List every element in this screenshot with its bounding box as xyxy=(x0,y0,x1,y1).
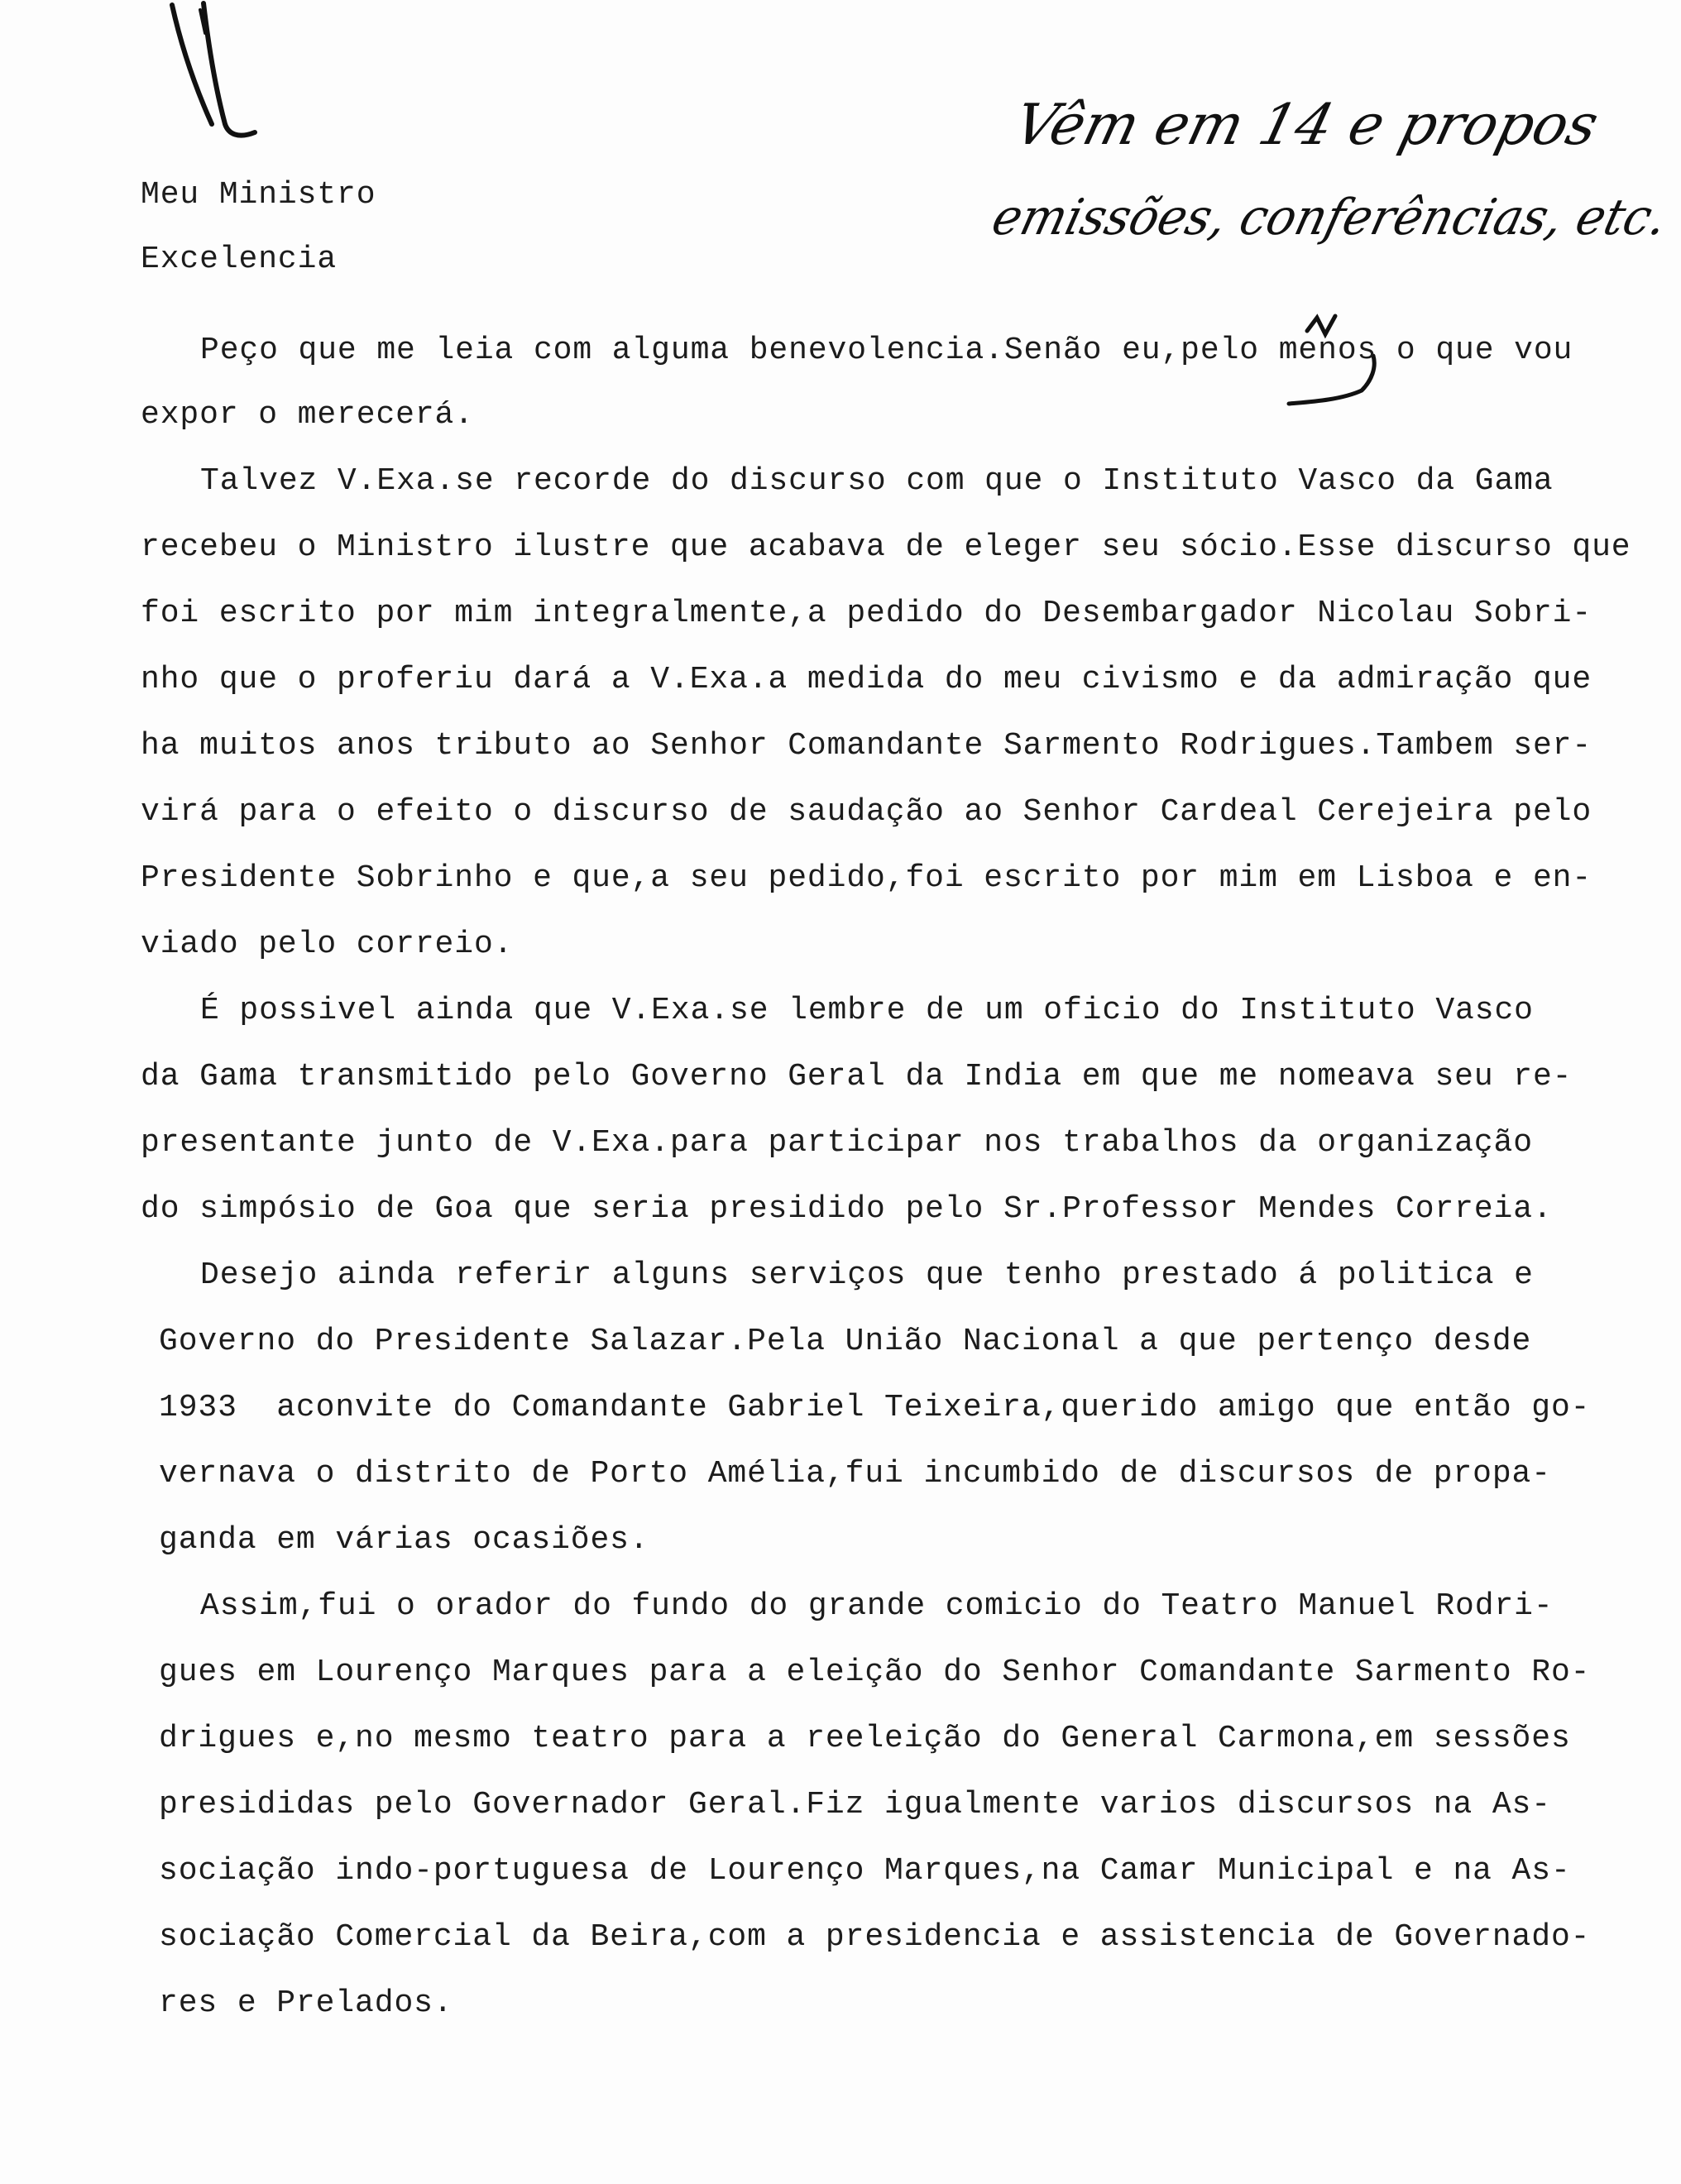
body-line: vernava o distrito de Porto Amélia,fui incumbido de discursos de propa- xyxy=(159,1456,1551,1492)
body-line: foi escrito por mim integralmente,a pedido do Desembargador Nicolau Sobri- xyxy=(141,596,1592,631)
greeting-line-2: Excelencia xyxy=(141,242,338,277)
body-line: Assim,fui o orador do fundo do grande comicio do Teatro Manuel Rodri- xyxy=(200,1588,1554,1624)
body-line: da Gama transmitido pelo Governo Geral da India em que me nomeava seu re- xyxy=(141,1059,1573,1094)
body-line: 1933 aconvite do Comandante Gabriel Teixeira,querido amigo que então go- xyxy=(159,1390,1591,1425)
body-line: res e Prelados. xyxy=(159,1985,453,2021)
body-line: sociação indo-portuguesa de Lourenço Marques,na Camar Municipal e na As- xyxy=(159,1853,1571,1889)
body-line: ha muitos anos tributo ao Senhor Comandante Sarmento Rodrigues.Tambem ser- xyxy=(141,728,1592,764)
body-line: do simpósio de Goa que seria presidido pelo Sr.Professor Mendes Correia. xyxy=(141,1191,1553,1227)
body-line: recebeu o Ministro ilustre que acabava de eleger seu sócio.Esse discurso que xyxy=(141,529,1631,565)
body-line: É possivel ainda que V.Exa.se lembre de um oficio do Instituto Vasco xyxy=(200,993,1534,1028)
body-line: presididas pelo Governador Geral.Fiz igualmente varios discursos na As- xyxy=(159,1787,1551,1822)
handwritten-note-line-2: emissões, conferências, etc. xyxy=(986,189,1674,247)
body-line: viado pelo correio. xyxy=(141,927,514,962)
handwritten-margin-mark xyxy=(157,0,290,157)
body-line: presentante junto de V.Exa.para participar nos trabalhos da organização xyxy=(141,1125,1533,1161)
body-line: gues em Lourenço Marques para a eleição do Senhor Comandante Sarmento Ro- xyxy=(159,1655,1591,1690)
body-line: Governo do Presidente Salazar.Pela União Nacional a que pertenço desde xyxy=(159,1324,1532,1359)
body-line: Peço que me leia com alguma benevolencia.Senão eu,pelo menos o que vou xyxy=(200,333,1573,368)
body-line: expor o merecerá. xyxy=(141,397,474,433)
handwritten-note-line-1: Vêm em 14 e propos xyxy=(1008,93,1605,158)
body-line: Desejo ainda referir alguns serviços que tenho prestado á politica e xyxy=(200,1257,1534,1293)
body-line: sociação Comercial da Beira,com a presidencia e assistencia de Governado- xyxy=(159,1919,1591,1955)
body-line: ganda em várias ocasiões. xyxy=(159,1522,649,1558)
greeting-line-1: Meu Ministro xyxy=(141,177,376,213)
body-line: virá para o efeito o discurso de saudação ao Senhor Cardeal Cerejeira pelo xyxy=(141,794,1592,830)
body-line: Talvez V.Exa.se recorde do discurso com que o Instituto Vasco da Gama xyxy=(200,463,1554,499)
body-line: nho que o proferiu dará a V.Exa.a medida do meu civismo e da admiração que xyxy=(141,662,1592,697)
body-line: drigues e,no mesmo teatro para a reeleição do General Carmona,em sessões xyxy=(159,1721,1571,1756)
body-line: Presidente Sobrinho e que,a seu pedido,foi escrito por mim em Lisboa e en- xyxy=(141,860,1592,896)
